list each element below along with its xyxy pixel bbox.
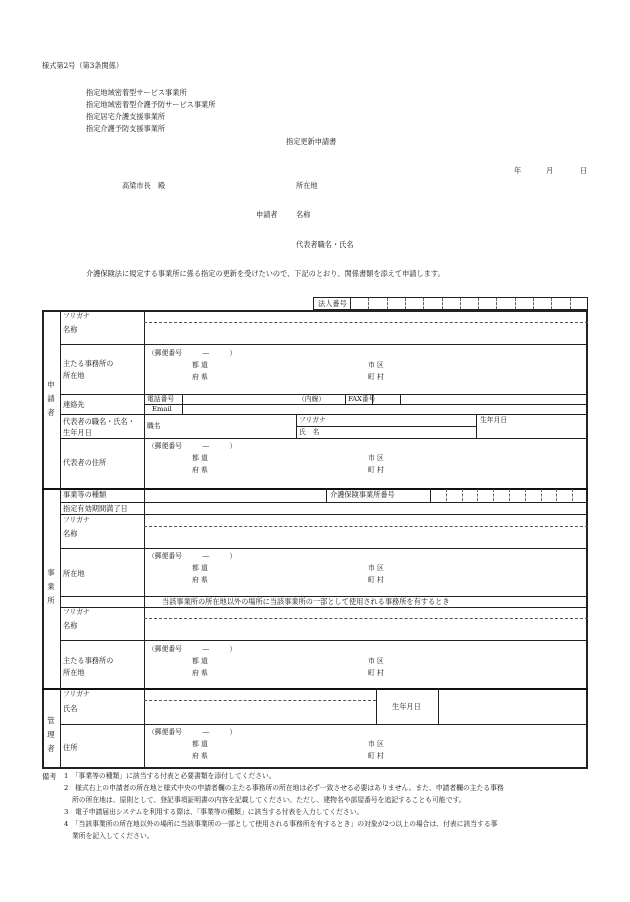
corporate-number-label: 法人番号 [318, 299, 347, 308]
machimura-label: 町 村 [368, 466, 384, 474]
applicant-postal[interactable]: （郵便番号 ― ） [148, 349, 237, 357]
notes-label: 備考 [42, 772, 57, 781]
digit-slot-divider [405, 298, 406, 309]
digit-slot-divider [541, 489, 542, 501]
machimura-label: 町 村 [368, 752, 384, 760]
service-type-4: 指定介護予防支援事業所 [86, 124, 166, 133]
cell-line [376, 688, 377, 724]
other-main-office-label: 主たる事務所の [63, 656, 114, 665]
digit-slot-divider [570, 298, 571, 309]
rep-shimei-label: 氏 名 [299, 428, 320, 436]
cell-line [438, 688, 439, 724]
applicant-name-row-label: 名称 [63, 325, 78, 334]
page-title: 指定更新申請書 [286, 137, 337, 146]
other-furigana-label: フリガナ [63, 608, 90, 616]
note-1: 1 「事業等の種類」に該当する付表と必要書類を添付してください。 [64, 772, 276, 780]
applicant-main-office-label: 主たる事務所の [63, 359, 114, 368]
label-col-b [144, 394, 145, 488]
section-applicant-label: 申 請 者 [47, 380, 55, 418]
todo-label: 都 道 [192, 657, 208, 665]
applicant-name-field[interactable] [150, 326, 586, 340]
manager-postal[interactable]: （郵便番号 ― ） [148, 728, 237, 736]
service-type-1: 指定地域密着型サービス事業所 [86, 88, 187, 97]
digit-slot-divider [551, 298, 552, 309]
office-furigana-label: フリガナ [63, 516, 90, 524]
manager-furigana-label: フリガナ [63, 690, 90, 698]
digit-slot-divider [556, 489, 557, 501]
digit-slot-divider [477, 489, 478, 501]
machimura-label: 町 村 [368, 576, 384, 584]
business-type-label: 事業等の種類 [63, 490, 107, 499]
phone-label: 電話番号 [147, 395, 175, 403]
fuken-label: 府 県 [192, 669, 208, 677]
applicant-address-label: 所在地 [296, 181, 318, 190]
rep-title-name-label: 代表者の職名・氏名・ [63, 417, 135, 426]
other-office-note: 当該事業所の所在地以外の場所に当該事業所の一部として使用される事務所を有するとき [162, 597, 450, 606]
rep-furigana-label: フリガナ [299, 416, 326, 424]
row-line [60, 548, 588, 549]
furigana-dash [144, 526, 588, 527]
note-2-cont: 所の所在地は、原則として、登記事項証明書の内容を記載してください。ただし、建物名や部屋番号を追記することも可能です。 [72, 796, 466, 804]
section-manager-label: 管 理 者 [47, 716, 55, 754]
date-month: 月 [546, 166, 554, 175]
expiry-label: 指定有効期間満了日 [63, 504, 128, 513]
rep-postal[interactable]: （郵便番号 ― ） [148, 442, 237, 450]
insurance-number-label: 介護保険事業所番号 [330, 490, 395, 499]
furigana-dash [144, 700, 376, 701]
row-line [60, 438, 588, 439]
row-line [60, 724, 588, 725]
service-type-2: 指定地域密着型介護予防サービス事業所 [86, 100, 216, 109]
form-number: 様式第2号（第3条関係） [42, 61, 124, 70]
todo-label: 都 道 [192, 454, 208, 462]
digit-slot-divider [442, 298, 443, 309]
shiku-label: 市 区 [368, 564, 384, 572]
digit-slot-divider [493, 489, 494, 501]
contact-label: 連絡先 [63, 400, 85, 409]
row-line [60, 607, 588, 608]
cell-line [372, 394, 373, 404]
digit-slot-divider [446, 489, 447, 501]
manager-residence-label: 住所 [63, 743, 78, 752]
service-type-3: 指定居宅介護支援事業所 [86, 112, 166, 121]
shiku-label: 市 区 [368, 740, 384, 748]
digit-slot-divider [525, 489, 526, 501]
other-main-office-label2: 所在地 [63, 668, 85, 677]
digit-slot-divider [478, 298, 479, 309]
applicant-main-office-label2: 所在地 [63, 371, 85, 380]
row-line [60, 502, 588, 503]
applicant-furigana-label: フリガナ [63, 312, 90, 320]
extension-label: （内線） [298, 395, 326, 403]
shiku-label: 市 区 [368, 454, 384, 462]
manager-birthdate-label: 生年月日 [392, 702, 421, 711]
intro-text: 介護保険法に規定する事業所に係る指定の更新を受けたいので、下記のとおり、関係書類を添えて申請します。 [86, 269, 445, 278]
office-address-label: 所在地 [63, 569, 85, 578]
note-4: 4 「当該事業所の所在地以外の場所に当該事業所の一部として使用される事務所を有するとき」の対象が2つ以上の場合は、付表に該当する事 [64, 820, 498, 828]
corporate-number-box [313, 297, 588, 310]
todo-label: 都 道 [192, 361, 208, 369]
title-label: 職名 [147, 422, 161, 430]
label-col-c [144, 488, 145, 688]
digit-slot-divider [387, 298, 388, 309]
digit-slot-divider [460, 298, 461, 309]
fax-label: FAX番号 [348, 395, 376, 403]
row-line [296, 426, 476, 427]
cell-line [476, 414, 477, 438]
row-line [60, 414, 588, 415]
corporate-number-divider [350, 297, 351, 310]
row-line [144, 404, 588, 405]
other-postal[interactable]: （郵便番号 ― ） [148, 645, 237, 653]
cell-line [182, 394, 183, 404]
todo-label: 都 道 [192, 564, 208, 572]
applicant-label: 申請者 [256, 210, 278, 219]
office-postal[interactable]: （郵便番号 ― ） [148, 552, 237, 560]
rep-birthdate-label: 生年月日 [480, 416, 508, 424]
applicant-name-label: 名称 [296, 210, 311, 219]
digit-slot-divider [509, 489, 510, 501]
todo-label: 都 道 [192, 740, 208, 748]
digit-slot-divider [423, 298, 424, 309]
digit-slot-divider [533, 298, 534, 309]
date-day: 日 [580, 166, 588, 175]
row-line [60, 344, 588, 345]
other-name-label: 名称 [63, 621, 78, 630]
note-2: 2 様式右上の申請者の所在地と様式中央の申請者欄の主たる事務所の所在地は必ず一致させる必要はありません。また、申請者欄の主たる事務 [64, 784, 504, 792]
digit-slot-divider [496, 298, 497, 309]
digit-slot-divider [368, 298, 369, 309]
fuken-label: 府 県 [192, 373, 208, 381]
section-office-label: 事 業 所 [47, 568, 55, 606]
fuken-label: 府 県 [192, 466, 208, 474]
note-4-cont: 業所を記入してください。 [72, 832, 154, 840]
manager-name-label: 氏名 [63, 704, 78, 713]
cell-line [430, 488, 431, 502]
shiku-label: 市 区 [368, 361, 384, 369]
section-column-divider [60, 310, 61, 769]
rep-address-label: 代表者の住所 [63, 458, 107, 467]
rep-birth-label: 生年月日 [63, 428, 92, 437]
representative-label: 代表者職名・氏名 [296, 240, 354, 249]
date-year: 年 [514, 166, 522, 175]
furigana-dash [144, 618, 588, 619]
note-3: 3 電子申請届出システムを利用する際は、「事業等の種類」に該当する付表を入力してください。 [64, 808, 364, 816]
cell-line [182, 404, 183, 414]
digit-slot-divider [572, 489, 573, 501]
fuken-label: 府 県 [192, 576, 208, 584]
shiku-label: 市 区 [368, 657, 384, 665]
section-divider-office [42, 488, 588, 490]
cell-line [326, 488, 327, 502]
machimura-label: 町 村 [368, 669, 384, 677]
fuken-label: 府 県 [192, 752, 208, 760]
digit-slot-divider [462, 489, 463, 501]
row-line [60, 640, 588, 641]
digit-slot-divider [515, 298, 516, 309]
office-name-label: 名称 [63, 529, 78, 538]
section-divider-manager [42, 688, 588, 690]
furigana-dash [144, 322, 588, 323]
machimura-label: 町 村 [368, 373, 384, 381]
cell-line [400, 394, 401, 404]
email-label: Email [152, 405, 172, 413]
row-line [60, 514, 588, 515]
cell-line [345, 394, 346, 404]
addressee: 高梁市長 殿 [122, 181, 166, 190]
